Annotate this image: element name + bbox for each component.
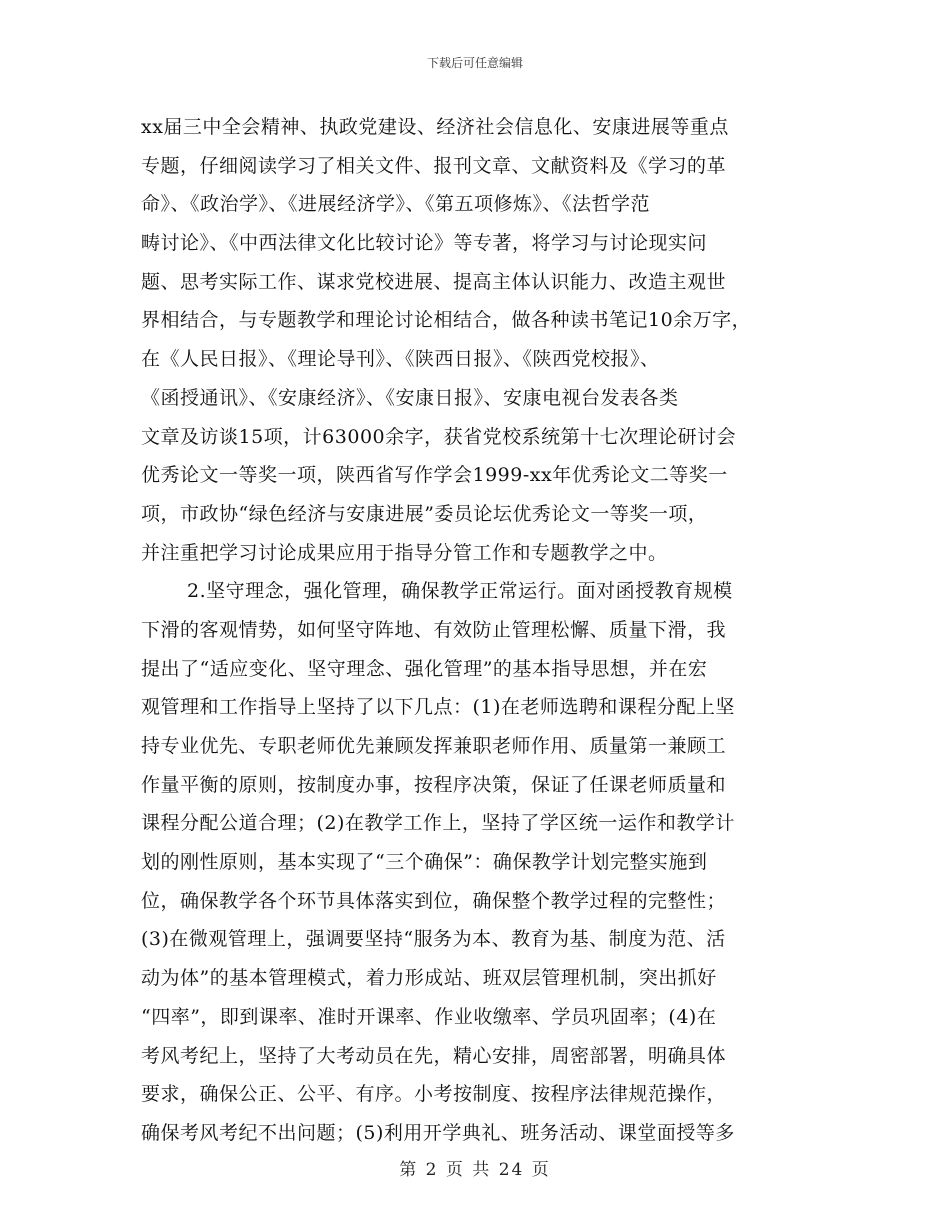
text-line: 作量平衡的原则，按制度办事，按程序决策，保证了任课老师质量和	[141, 773, 727, 796]
text-line: 界相结合，与专题教学和理论讨论相结合，做各种读书笔记10余万字，	[141, 309, 752, 332]
page-number-footer: 第 2 页 共 24 页	[399, 1160, 551, 1180]
text-line: 题、思考实际工作、谋求党校进展、提高主体认识能力、改造主观世	[141, 270, 727, 293]
text-line: “四率”，即到课率、准时开课率、作业收缴率、学员巩固率；(4)在	[141, 1005, 717, 1028]
text-line: 要求，确保公正、公平、有序。小考按制度、按程序法律规范操作，	[141, 1083, 727, 1106]
text-line: 并注重把学习讨论成果应用于指导分管工作和专题教学之中。	[141, 541, 668, 564]
body-text	[141, 108, 821, 1153]
text-line: 课程分配公道合理；(2)在教学工作上，坚持了学区统一运作和教学计	[141, 812, 735, 835]
text-line: 划的刚性原则，基本实现了“三个确保”：确保教学计划完整实施到	[141, 851, 708, 874]
text-line: 确保考风考纪不出问题；(5)利用开学典礼、班务活动、课堂面授等多	[141, 1121, 735, 1144]
text-line: 观管理和工作指导上坚持了以下几点：(1)在老师选聘和课程分配上坚	[141, 696, 735, 719]
header-note: 下载后可任意编辑	[426, 56, 523, 70]
text-line: 文章及访谈15项，计63000余字，获省党校系统第十七次理论研讨会	[141, 425, 737, 448]
text-line: (3)在微观管理上，强调要坚持“服务为本、教育为基、制度为范、活	[141, 928, 726, 951]
text-line: 畴讨论》、《中西法律文化比较讨论》等专著，将学习与讨论现实问	[141, 232, 708, 255]
text-line: 命》、《政治学》、《进展经济学》、《第五项修炼》、《法哲学范	[141, 193, 651, 216]
text-line: 在《人民日报》、《理论导刊》、《陕西日报》、《陕西党校报》、	[141, 348, 660, 371]
text-line: 考风考纪上，坚持了大考动员在先，精心安排，周密部署，明确具体	[141, 1044, 727, 1067]
text-line: 优秀论文一等奖一项，陕西省写作学会1999-xx年优秀论文二等奖一	[141, 464, 728, 487]
text-line: 项，市政协“绿色经济与安康进展”委员论坛优秀论文一等奖一项，	[141, 502, 708, 525]
paragraph-start-line: 2.坚守理念，强化管理，确保教学正常运行。面对函授教育规模	[187, 580, 733, 603]
text-line: 提出了“适应变化、坚守理念、强化管理”的基本指导思想，并在宏	[141, 657, 708, 680]
text-line: xx届三中全会精神、执政党建设、经济社会信息化、安康进展等重点	[141, 116, 729, 138]
text-line: 下滑的客观情势，如何坚守阵地、有效防止管理松懈、质量下滑，我	[141, 618, 727, 641]
text-line: 位，确保教学各个环节具体落实到位，确保整个教学过程的完整性；	[141, 889, 727, 912]
text-line: 动为体”的基本管理模式，着力形成站、班双层管理机制，突出抓好	[141, 967, 717, 990]
text-line: 专题，仔细阅读学习了相关文件、报刊文章、文献资料及《学习的革	[141, 154, 727, 177]
text-line: 《函授通讯》、《安康经济》、《安康日报》、安康电视台发表各类	[141, 386, 679, 409]
text-line: 持专业优先、专职老师优先兼顾发挥兼职老师作用、质量第一兼顾工	[141, 735, 727, 757]
